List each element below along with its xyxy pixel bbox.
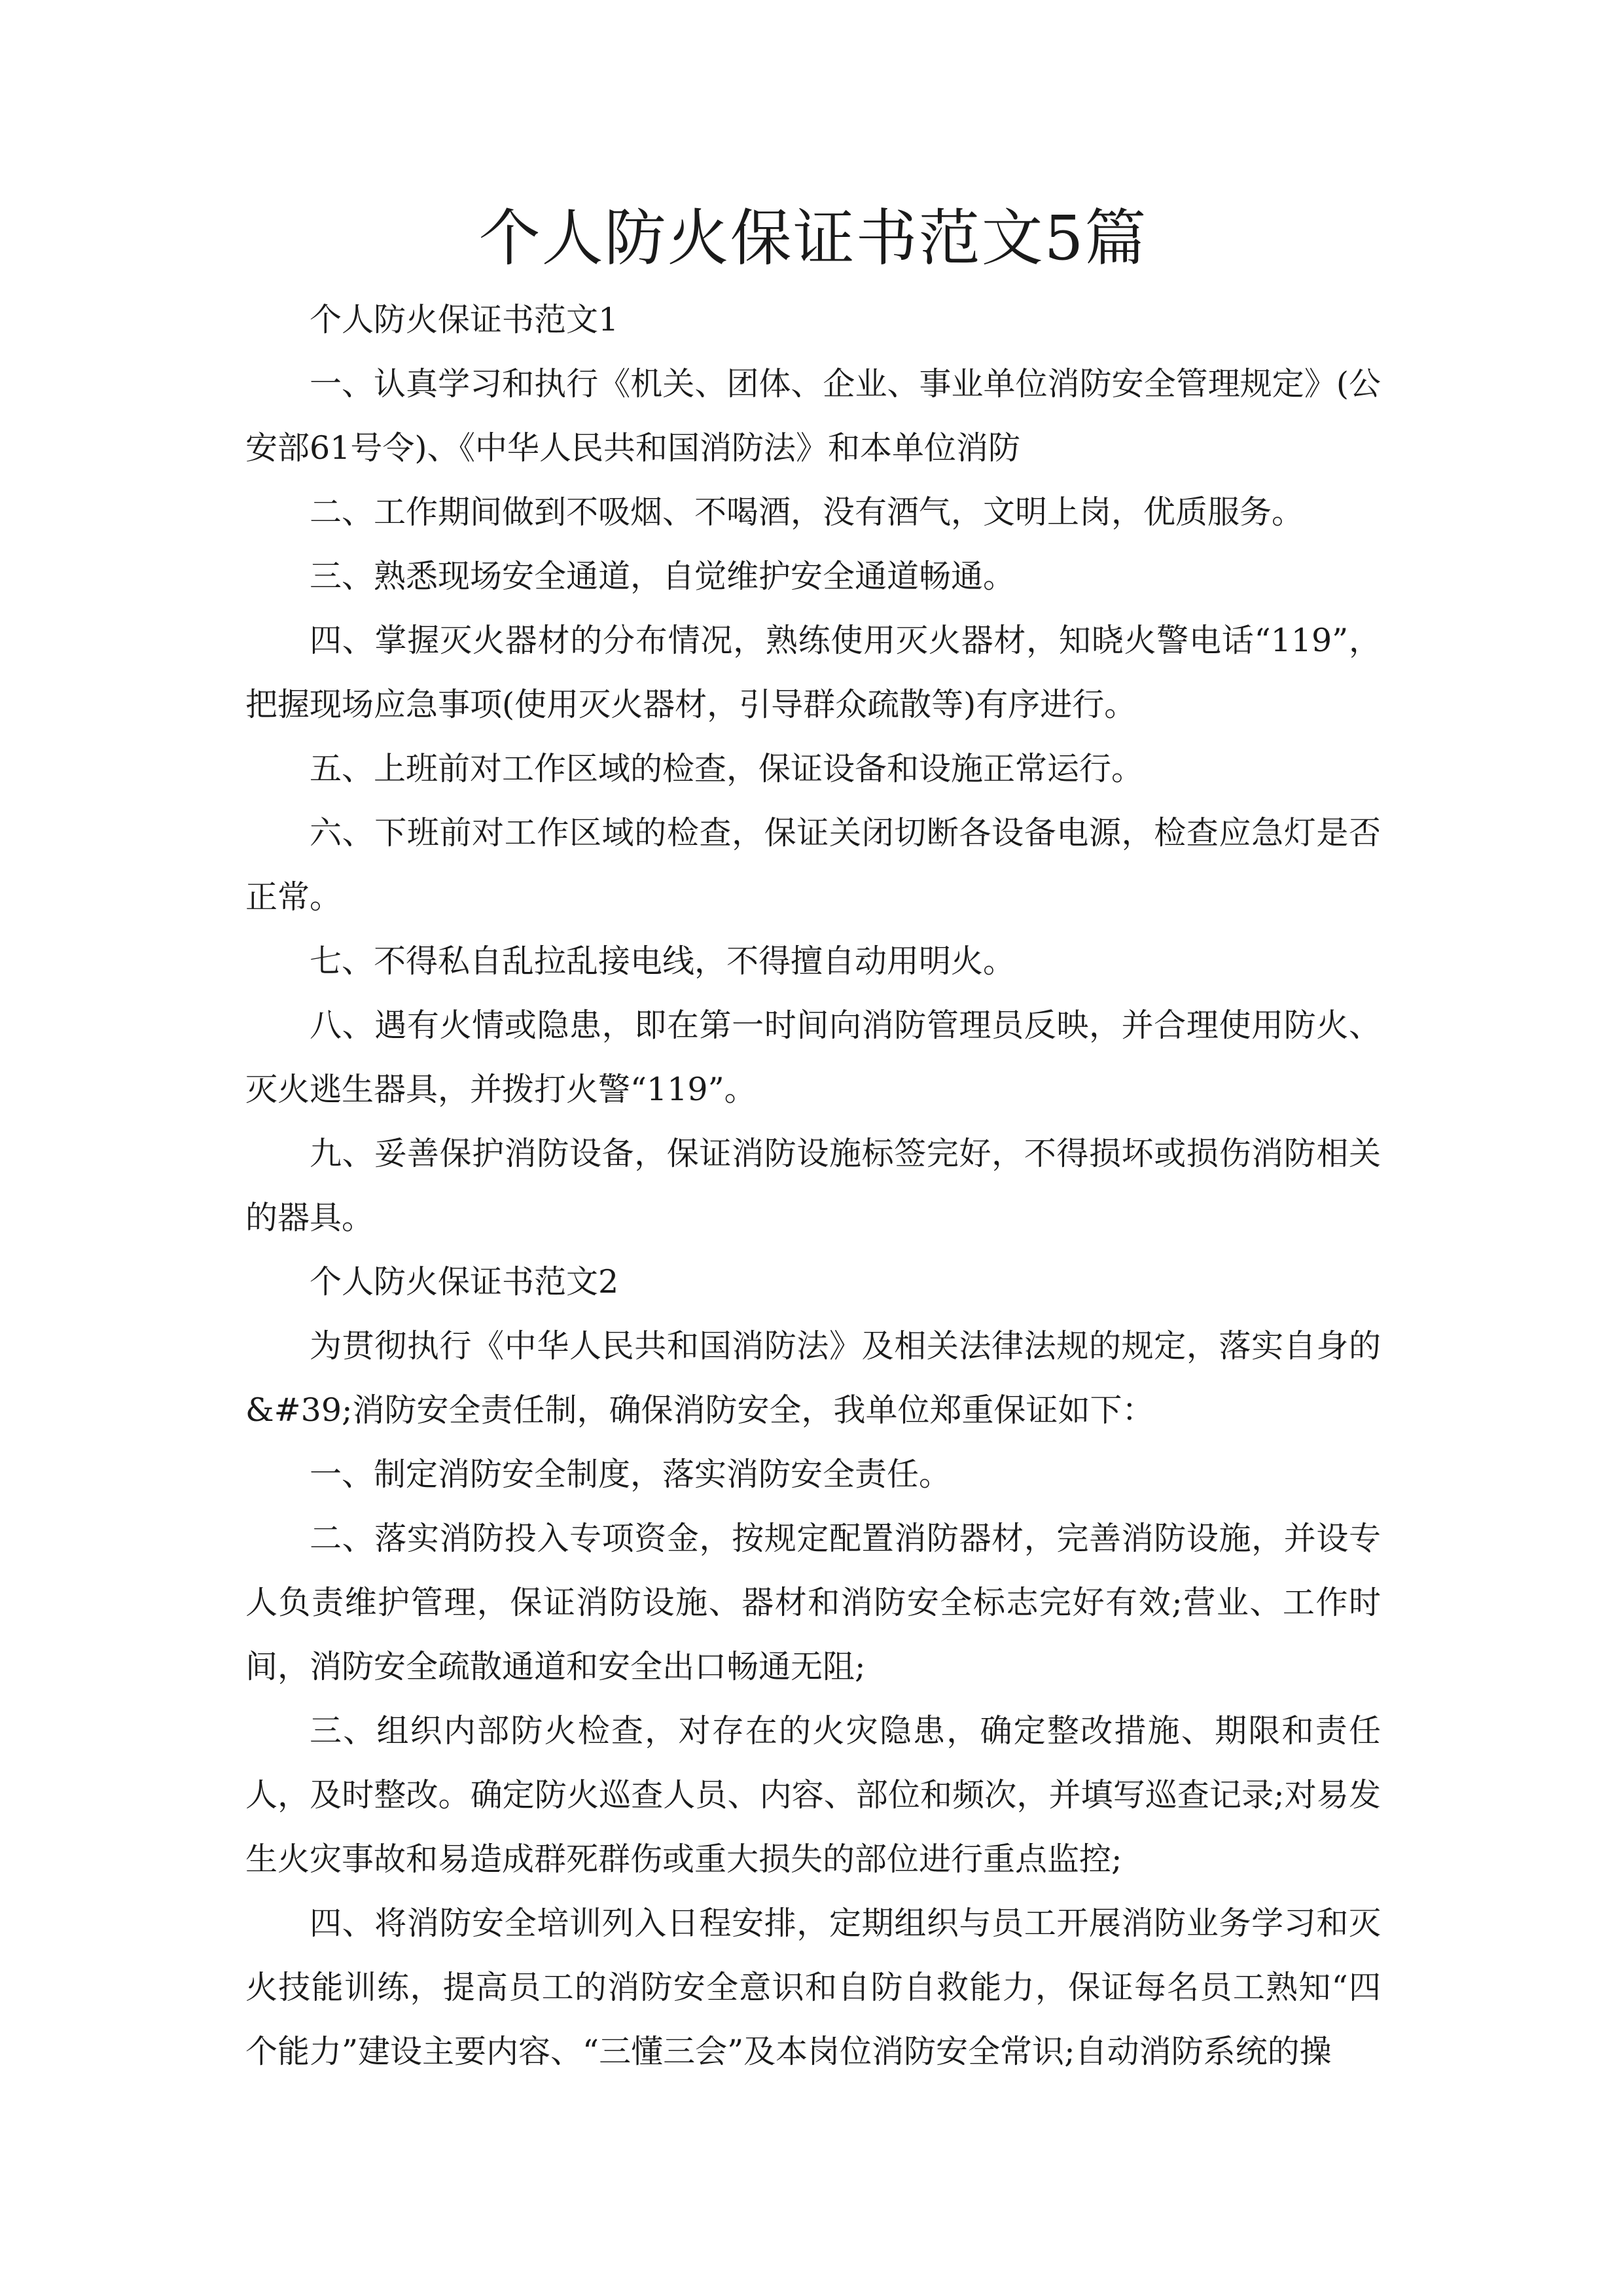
paragraph: 个人防火保证书范文2 bbox=[310, 1263, 619, 1300]
paragraph: 九、妥善保护消防设备，保证消防设施标签完好，不得损坏或损伤消防相关的器具。 bbox=[245, 1135, 1381, 1236]
paragraph: 四、掌握灭火器材的分布情况，熟练使用灭火器材，知晓火警电话“119”，把握现场应急事项(使用灭火器材，引导群众疏散等)有序进行。 bbox=[245, 622, 1381, 723]
paragraph: 四、将消防安全培训列入日程安排，定期组织与员工开展消防业务学习和灭火技能训练，提高员工的消防安全意识和自防自救能力，保证每名员工熟知“四个能力”建设主要内容、“三懂三会”及本岗位消防安全常识;自动消防系统的操 bbox=[245, 1905, 1381, 2070]
paragraph: 个人防火保证书范文1 bbox=[310, 301, 619, 338]
paragraph: 为贯彻执行《中华人民共和国消防法》及相关法律法规的规定，落实自身的&#39;消防安全责任制，确保消防安全，我单位郑重保证如下： bbox=[245, 1327, 1381, 1429]
paragraph: 二、落实消防投入专项资金，按规定配置消防器材，完善消防设施，并设专人负责维护管理，保证消防设施、器材和消防安全标志完好有效;营业、工作时间，消防安全疏散通道和安全出口畅通无阻; bbox=[245, 1520, 1381, 1685]
paragraph: 一、认真学习和执行《机关、团体、企业、事业单位消防安全管理规定》(公安部61号令)、《中华人民共和国消防法》和本单位消防 bbox=[245, 365, 1381, 467]
paragraph: 一、制定消防安全制度，落实消防安全责任。 bbox=[310, 1456, 952, 1493]
paragraph: 三、熟悉现场安全通道，自觉维护安全通道畅通。 bbox=[310, 558, 1016, 595]
document-title: 个人防火保证书范文5篇 bbox=[478, 203, 1148, 274]
paragraph: 六、下班前对工作区域的检查，保证关闭切断各设备电源，检查应急灯是否正常。 bbox=[245, 814, 1381, 916]
paragraph: 五、上班前对工作区域的检查，保证设备和设施正常运行。 bbox=[310, 750, 1144, 787]
paragraph: 七、不得私自乱拉乱接电线，不得擅自动用明火。 bbox=[310, 942, 1016, 980]
paragraph: 三、组织内部防火检查，对存在的火灾隐患，确定整改措施、期限和责任人，及时整改。确定防火巡查人员、内容、部位和频次，并填写巡查记录;对易发生火灾事故和易造成群死群伤或重大损失的部位进行重点监控; bbox=[245, 1712, 1381, 1878]
paragraph: 二、工作期间做到不吸烟、不喝酒，没有酒气，文明上岗，优质服务。 bbox=[310, 493, 1304, 531]
document-page bbox=[245, 190, 1381, 2084]
paragraph: 八、遇有火情或隐患，即在第一时间向消防管理员反映，并合理使用防火、灭火逃生器具，并拨打火警“119”。 bbox=[245, 1007, 1381, 1108]
